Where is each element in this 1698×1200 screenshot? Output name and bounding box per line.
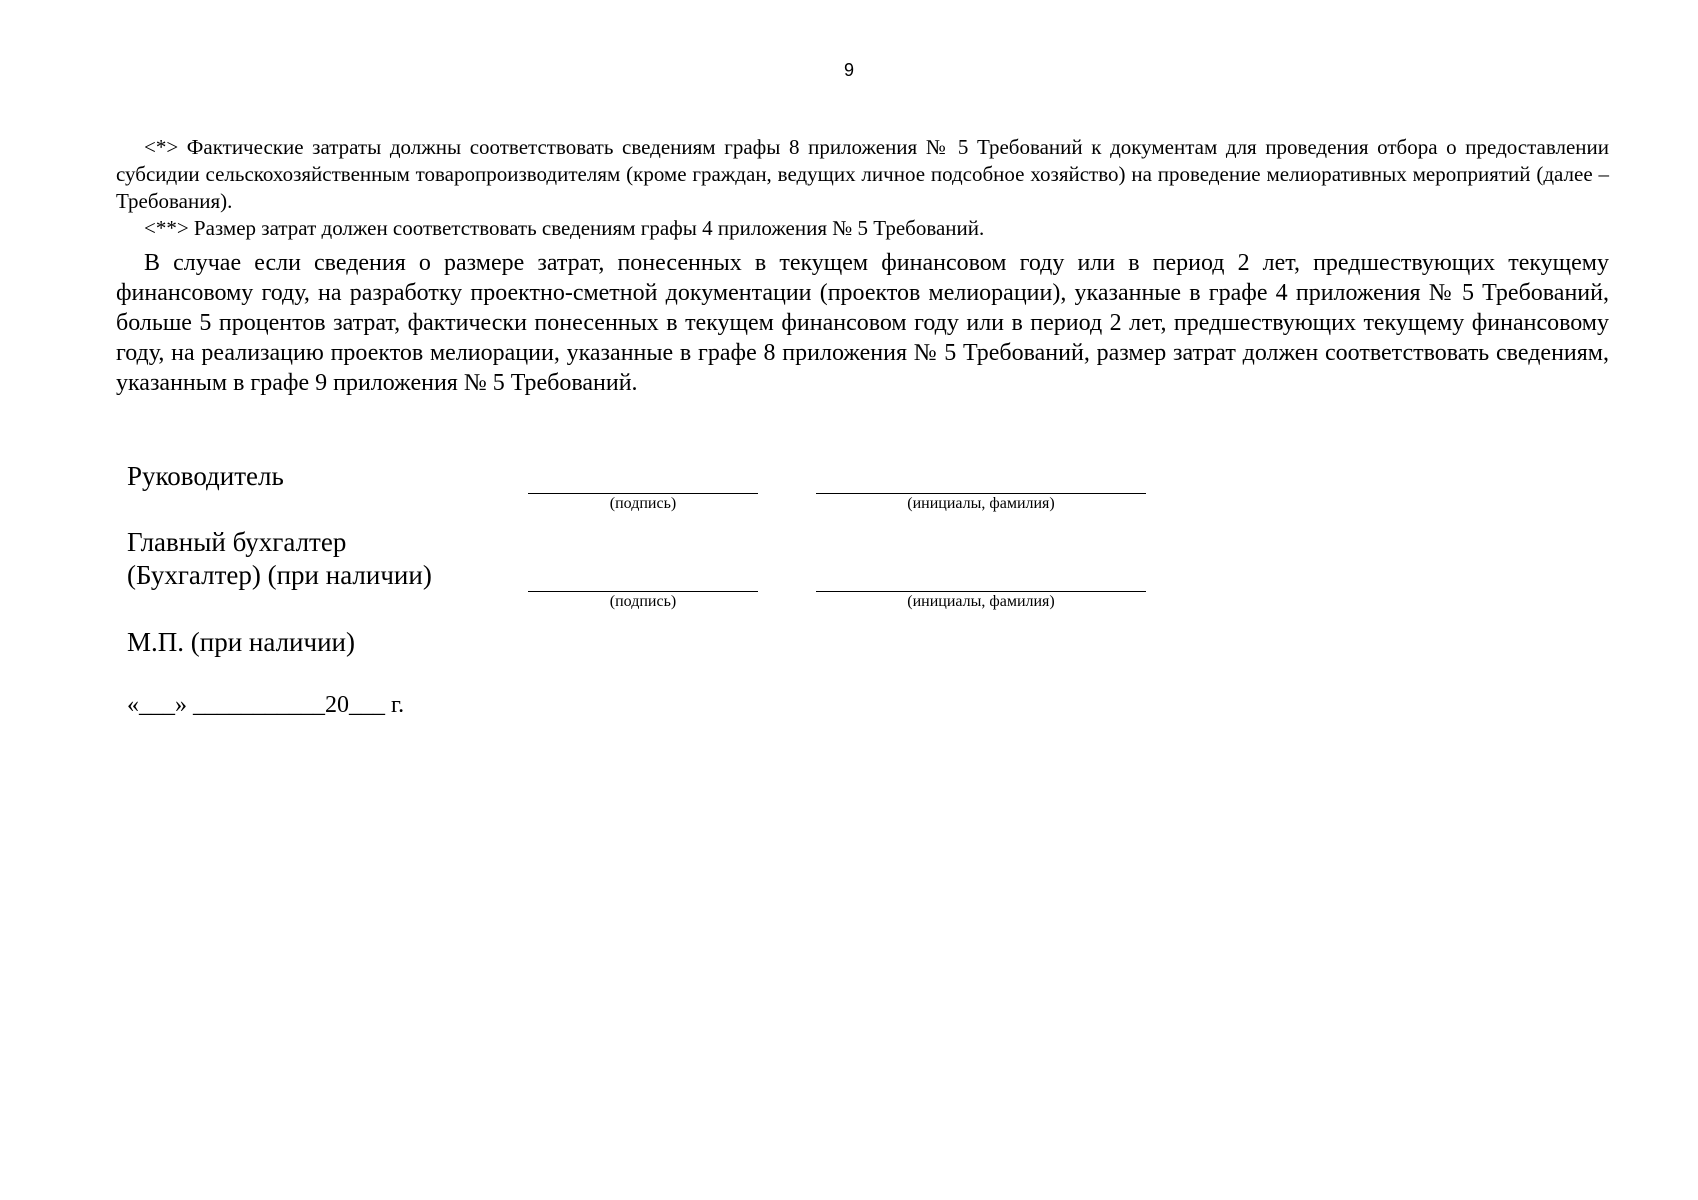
footnote-1: <*> Фактические затраты должны соответствовать сведениям графы 8 приложения № 5 Требований к документам для проведения отбора о предоставлении субсидии сельскохозяйственным товаропроизводителям (кроме граждан, ведущих личное подсобное хозяйство) на проведение мелиоративных мероприятий (далее – Требования). [116,135,1609,213]
footnote-2: <**> Размер затрат должен соответствовать сведениям графы 4 приложения № 5 Требований. [144,216,985,240]
footnotes-section [116,134,1609,398]
head-name-caption: (инициалы, фамилия) [907,495,1055,512]
accountant-name-line [816,591,1146,592]
page-number: 9 [843,60,854,80]
head-label: Руководитель [127,461,284,491]
accountant-label-line2: (Бухгалтер) (при наличии) [127,560,432,590]
head-signature-line [528,493,758,494]
explanatory-paragraph: В случае если сведения о размере затрат, понесенных в текущем финансовом году или в период 2 лет, предшествующих текущему финансовому году, на разработку проектно-сметной документации (проектов мелиорации), указанные в графе 4 приложения № 5 Требований, больше 5 процентов затрат, фактически понесенных в текущем финансовом году или в период 2 лет, предшествующих текущему финансовому году, на реализацию проектов мелиорации, указанные в графе 8 приложения № 5 Требований, размер затрат должен соответствовать сведениям, указанным в графе 9 приложения № 5 Требований. [116,250,1609,396]
accountant-label-line1: Главный бухгалтер [127,527,347,557]
stamp-label: М.П. (при наличии) [127,627,355,657]
head-signature-caption: (подпись) [609,495,677,512]
accountant-signature-line [528,591,758,592]
accountant-name-caption: (инициалы, фамилия) [907,593,1055,610]
date-line: «___» ___________20___ г. [127,692,405,718]
head-name-line [816,493,1146,494]
accountant-signature-caption: (подпись) [609,593,677,610]
